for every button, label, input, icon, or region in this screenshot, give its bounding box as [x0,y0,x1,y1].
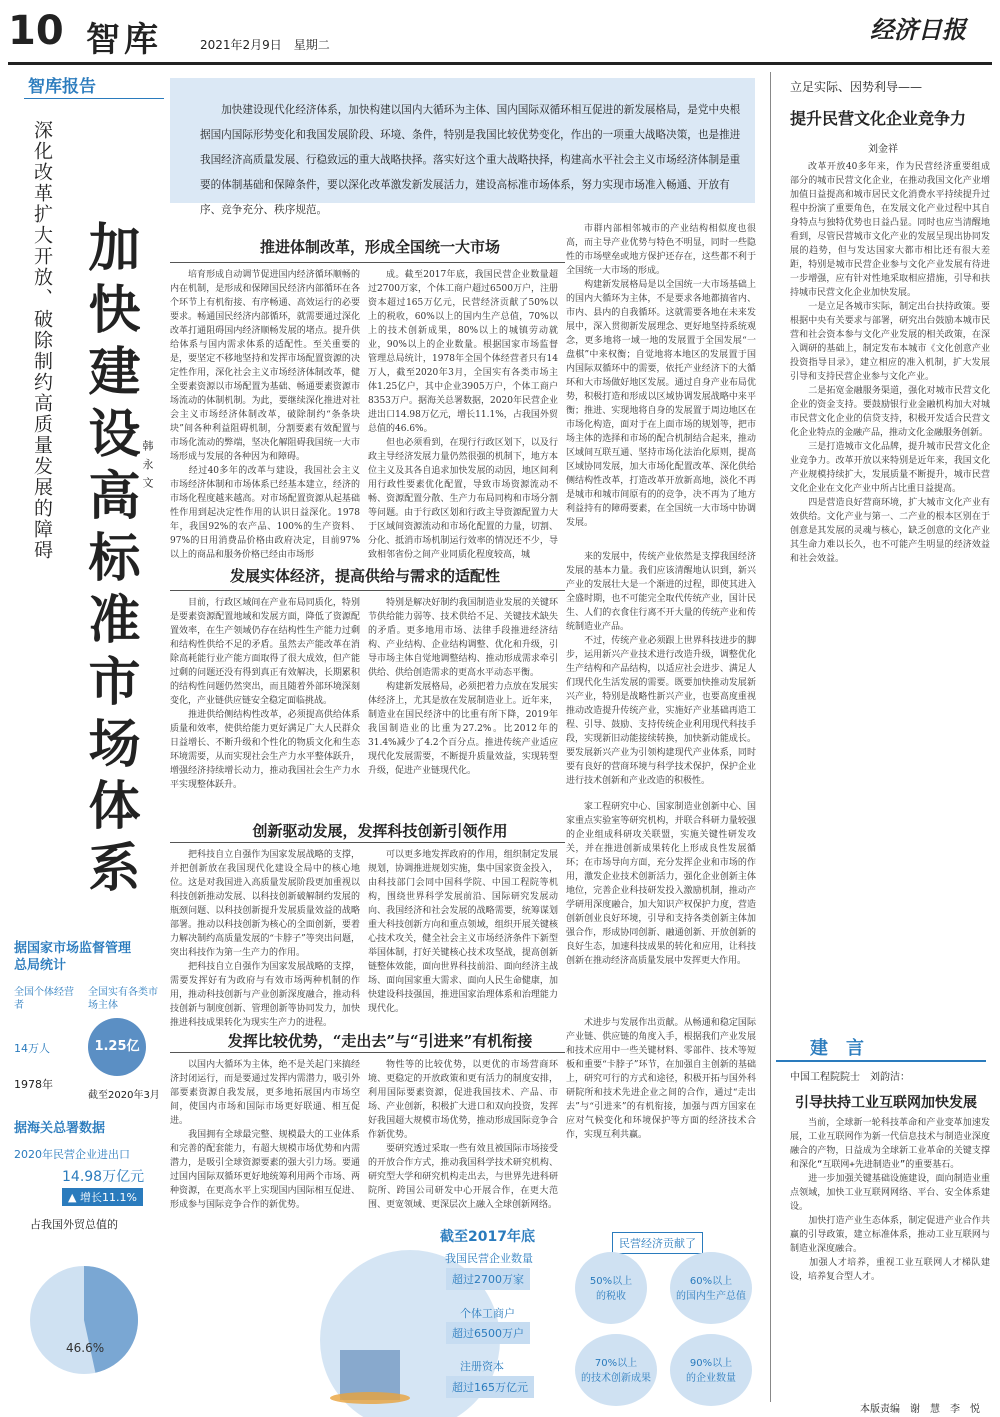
article-column: 以国内大循环为主体，绝不是关起门来搞经济封闭运行，而是要通过发挥内需潜力，吸引外部要素资源自我发展，更多地拓展国内市场空间，使国内市场和国际市场更好联通、相互促进。 我国拥有全球最完整、规模最大的工业体系和完善的配套能力，有超大规模市场优势和内需潜力，是吸引全球资源要素的强大引力场。要通过国内国际双循环更好地统筹利用两个市场、两种资源，在更高水平上实现国内国际相互促进、形成参与国际竞争合作的新优势。 [170,1060,360,1210]
stat-value-badge: 1.25亿户 [88,1018,146,1076]
contrib-title: 民营经济贡献了 [612,1232,703,1254]
info-item-value: 超过6500万户 [446,1322,530,1344]
section-title: 推进体制改革，形成全国统一大市场 [259,238,500,256]
infographic-headline: 截至2017年底 [440,1229,535,1245]
section-title: 创新驱动发展，发挥科技创新引领作用 [252,822,508,840]
jianyan-body: 当前，全球新一轮科技革命和产业变革加速发展，工业互联网作为新一代信息技术与制造业深度融合的产物，日益成为全球新工业革命的关键支撑和深化“互联网+先进制造业”的重要基石。 进一步加强关键基础设施建设，面向制造业重点领域，加快工业互联网网络、平台、安全体系建设。 加快打造产业生态体系，制定促进产业合作共赢的引导政策，建立标准体系，推动工业互联网与制造业深度融合。 加强人才培养，重视工业互联网人才梯队建设，培养复合型人才。 [790,1118,990,1282]
growth-value: 增长11.1% [79,1191,137,1204]
article-column: 家工程研究中心、国家制造业创新中心、国家重点实验室等研究机构，并联合科研力量较强的企业组成科研攻关联盟，实施关键性研发攻关，并在推进创新成果转化上形成良性发展循环；在市场导向方面，充分发挥企业和市场的作用，激发企业技术创新活力，强化企业创新主体地位，完善企业科技研发投入激励机制，推动产学研用深度融合，加大知识产权保护力度，营造创新创业良好环境，引导和支持各类创新主体加强合作，形成协同创新、融通创新、开放创新的良好生态，加速科技成果的转化和应用，让科技创新在推动经济高质量发展中发挥更大作用。 [566,802,756,966]
stat-label: 全国实有各类市场主体 [88,987,158,1011]
page-editors: 本版责编 谢 慧 李 悦 [860,1404,980,1415]
contrib-value: 50%以上 [589,1276,633,1287]
contrib-value: 70%以上 [594,1358,638,1369]
info-item-label: 注册资本 [460,1360,504,1373]
stats-source-title: 据海关总署数据 [14,1121,106,1136]
share-label: 占我国外贸总值的 [30,1218,118,1231]
contrib-circle [670,1334,752,1406]
trade-share-pie-chart [24,1260,144,1380]
report-tag: 智库报告 [28,77,96,97]
article-column: 物性等的比较优势，以更优的市场营商环境、更稳定的开放政策和更有活力的制度安排，利用国际要素资源，促进我国技术、产品、市场、产业创新，积极扩大进口和双向投资，发挥好我国超大规模市场优势，推动形成国际竞争合作新优势。 要研究透过采取一些有效且被国际市场接受的开放合作方式，推动我国科学技术研究机构、研究型大学和研究机构走出去，与世界先进科研院所、跨国公司研发中心开展合作，在更大范围、更宽领域、更深层次上融入全球创新网络。 [368,1060,558,1210]
right-article-kicker: 立足实际、因势利导—— [790,80,923,94]
section-title: 发挥比较优势，“走出去”与“引进来”有机衔接 [227,1032,533,1050]
contrib-circle [670,1252,752,1324]
report-tag-underline [24,98,164,99]
masthead-logo: 经济日报 [870,15,966,44]
article-subtitle: 深化改革扩大开放、破除制约高质量发展的障碍 [31,120,53,561]
section-rule [170,590,565,591]
contrib-circle [575,1252,647,1324]
section-rule [170,1052,565,1053]
contrib-value: 60%以上 [689,1276,733,1287]
article-author: 韩 永 文 [141,440,154,490]
article-column: 术进步与发展作出贡献。从畅通和稳定国际产业链、供应链的角度入手，根据我们产业发展和技术应用中一些关键材料、零部件、技术等短板和重要“卡脖子”环节，在加强自主创新的基础上，研究可行的方式和途径，积极开拓与国外科研院所和技术先进企业之间的合作，通过“走出去”与“引进来”的有机衔接，加强与西方国家在应对气候变化和环境保护等方面的经济技术合作，实现互利共赢。 [566,1018,756,1140]
pie-slice-share [84,1266,138,1373]
contrib-label: 的企业数量 [686,1373,736,1384]
stats-source-title: 据国家市场监督管理总局统计 [14,941,132,973]
jianyan-rule [776,1060,986,1062]
contrib-label: 的税收 [596,1291,626,1302]
info-item-label: 我国民营企业数量 [445,1252,533,1265]
issue-date: 2021年2月9日 星期二 [200,38,330,52]
jianyan-title: 引导扶持工业互联网加快发展 [795,1095,977,1111]
stat-label: 全国个体经营者 [14,987,74,1011]
right-article-body: 改革开放40多年来，作为民营经济重要组成部分的城市民营文化企业，在推动我国文化产业增加值日益提高和城市居民文化消费水平持续提升过程中扮演了重要角色，在发展文化产业过程中其自身特点与独特优势也日益凸显。同时也应当清醒地看到，尽管民营城市文化产业的发展呈现出协同发展的趋势，但与发达国家大都市相比还有很大差距，特别是城市民营企业参与文化产业发展有待进一步增强，应有针对性地采取相应措施，引导和扶持城市民营文化企业加快发展。 一是立足各城市实际，制定出台扶持政策。要根据中央有关要求与部署，研究出台鼓励本城市民营和社会资本参与文化产业发展的相关政策，在深入调研的基础上，制定发布本城市《文化创意产业投资指导目录》，建立相应的准入机制，扩大发展引导和支持民营企业参与文化产业。 二是拓宽金融服务渠道，强化对城市民营文化企业的资金支持。要鼓励银行业金融机构加大对城市民营文化企业的信贷支持，积极开发适合民营文化企业特点的金融产品，推动文化金融服务创新。 三是打造城市文化品牌，提升城市民营文化企业竞争力。改革开放以来特别是近年来，我国文化产业规模持续扩大，发展质量不断提升，城市民营文化企业在文化产业中所占比重日益提高。 四是营造良好营商环境，扩大城市文化产业有效供给。文化产业与第一、二产业的根本区别在于创意是其发展的灵魂与核心，缺乏创意的文化产业其生命力难以长久，也不可能产生明显的经济效益和社会效益。 [790,162,990,564]
contrib-value: 90%以上 [689,1358,733,1369]
article-column: 市群内部相邻城市的产业结构相似度也很高，而主导产业优势与特色不明显，同时一些隐性的市场壁垒或地方保护还存在，这些都不利于全国统一大市场的形成。 构建新发展格局是以全国统一大市场基础上的国内大循环为主体，不是要求各地都搞省内、市内、县内的自我循环。这就需要各地在未来发展中，深入贯彻新发展理念、更好地坚持系统观念，更多地将一域一地的发展置于全国发展“一盘棋”中来权衡；自觉地将本地区的发展置于国内国际双循环中的需要，依托产业经济下的大循环和大市场做好地区发展。通过自身产业布局优势，积极打造和形成以区域协调发展战略中来平衡；推进、实现地将自身的发展置于周边地区在市场化构造，面对于在上面市场的规划等，把市场主体的选择和市场的配合机制结合起来，推动区域间互联互通、坚持市场化法治化原则，提高区域协同发展，加大市场化配置改革、深化供给侧结构性改革，打造改革开放新高地，淡化不再是城市和城市间原有的的竞争，决不再为了地方利益持有的障碍要素，在全国统一大市场中协调发展。 [566,224,756,528]
header-rule [8,62,992,65]
section-rule [170,842,565,843]
section-title: 发展实体经济，提高供给与需求的适配性 [229,567,500,585]
intro-text: 加快建设现代化经济体系，加快构建以国内大循环为主体、国内国际双循环相互促进的新发展格局，是党中央根据国内国际形势变化和我国发展阶段、环境、条件，特别是我国比较优势变化，作出的一项重大战略决策，也是推进我国经济高质量发展、行稳致远的重大战略抉择。落实好这个重大战略抉择，构建高水平社会主义市场经济体制是重要的体制基础和保障条件，要以深化改革激发新发展活力，建设高标准市场体系，努力实现市场准入畅通、开放有序、竞争充分、秩序规范。 [200,104,741,216]
article-column: 来的发展中，传统产业依然是支撑我国经济发展的基本力量。我们应该清醒地认识到，新兴产业的发展壮大是一个渐进的过程，即使其进入全盛时期，也不可能完全取代传统产业，国计民生、人们的衣食住行离不开大量的传统产业和传统制造业产品。 不过，传统产业必须跟上世界科技进步的脚步，运用新兴产业技术进行改造升级，调整优化生产结构和产品结构，以适应社会进步、满足人们现代化生活发展的需要。既要加快推动发展新兴产业，特别是战略性新兴产业，也要高度重视推动改造提升传统产业，实施好产业基础再造工程、引导、鼓励、支持传统企业利用现代科技手段，实现新旧动能接续转换，加快新动能成长。要发展新兴产业为引领构建现代产业体系，同时要有良好的营商环境与科学技术保护，保护企业进行技术创新和产业改造的积极性。 [566,552,756,786]
article-column: 培育形成自动调节促进国内经济循环顺畅的内在机制，是形成和保障国民经济内部循环在各个环节上有机衔接、有序畅通、高效运行的必要要求。畅通国民经济内部循环，就需要通过深化改革打通阻碍国内经济顺畅发展的堵点。提升供给体系与国内需求体系的适配性。至关重要的是，要坚定不移地坚持和发挥市场配置资源的决定性作用，深化社会主义市场经济体制改革，健全要素资源以市场配置为基础、畅通要素资源市场流动的体制机制。为此，要继续深化推进对社会主义市场经济体制改革，破除制约“条条块块”间各种利益阻碍机制，分割要素有效配置与市场化流动的弊端，坚决化解阻碍我国统一大市场形成与发展的各种因为和障碍。 经过40多年的改革与建设，我国社会主义市场经济体制和市场体系已经基本建立，经济的市场化程度越来越高。对市场配置资源从起基础性作用到起决定性作用的认识日益深化。1978年，我国92%的农产品、100%的生产资料、97%的日用消费品价格由政府决定，目前97%以上的商品和服务价格已经由市场形 [170,270,360,560]
page-number: 10 [8,8,64,54]
article-title: 加快建设高标准市场体系 [79,220,139,902]
contrib-label: 的国内生产总值 [676,1291,746,1302]
info-item-label: 个体工商户 [460,1307,515,1320]
trade-label: 2020年民营企业进出口 [14,1148,130,1161]
section-rule [170,262,565,263]
info-item-value: 超过2700万家 [446,1268,530,1290]
coin-icon [330,1392,410,1404]
right-article-title: 提升民营文化企业竞争力 [790,109,967,128]
article-column: 特别是解决好制约我国制造业发展的关键环节供给能力弱等、技术供给不足、关键技术缺失的矛盾。更多地用市场、法律手段推进经济结构、产业结构、企业结构调整、优化和升级，引导市场主体自觉地调整结构、推动形成需求牵引供给、供给创造需求的更高水平动态平衡。 构建新发展格局，必须把着力点放在发展实体经济上，尤其是放在发展制造业上。近年来，制造业在国民经济中的比重有所下降，2019年我国制造业的比重为27.2%。比2012年的31.4%减少了4.2个百分点。推进传统产业适应现代化发展需要，不断提升质量效益，实现转型升级，促进产业链现代化。 [368,598,558,776]
stat-year: 截至2020年3月 [88,1090,160,1101]
jianyan-column-label: 建 言 [810,1038,864,1059]
up-arrow-icon: ▲ [68,1191,77,1204]
trade-value: 14.98万亿元 [62,1169,145,1185]
growth-badge [62,1188,143,1206]
right-article-author: 刘金祥 [868,144,898,155]
jianyan-author: 中国工程院院士 刘韵洁： [790,1072,910,1083]
section-name: 智库 [86,20,162,60]
contrib-label: 的技术创新成果 [581,1373,651,1384]
stat-value: 14万人 [14,1042,50,1055]
pie-label: 46.6% [66,1341,105,1355]
info-item-value: 超过165万亿元 [446,1376,534,1398]
article-column: 目前，行政区域间在产业布局同质化，特别是要素资源配置地域和发展方面，降低了资源配置效率，在生产领域仍存在结构性生产能力过剩和结构性供给不足的矛盾。虽然去产能改革在消除高耗能行业产能方面取得了很大成效，但产能过剩的问题还没有得到真正有效解决，长期累积的结构性问题仍然突出，而且随着外部环境深刻变化，产业链供应链安全稳定面临挑战。 推进供给侧结构性改革，必须提高供给体系质量和效率，使供给能力更好满足广大人民群众日益增长、不断升级和个性化的物质文化和生态环境需要，从而实现社会生产力水平整体跃升，增强经济持续增长动力，推动我国社会生产力水平实现整体跃升。 [170,598,360,790]
column-divider [770,72,771,1402]
article-column: 把科技自立自强作为国家发展战略的支撑，并把创新放在我国现代化建设全局中的核心地位。这是对我国进入高质量发展阶段更加重视以科技创新推动发展、以科技创新破解制约发展的瓶颈问题、以科技创新提升发展质量效益的战略部署。推动以科技创新为核心的全面创新，要着力解决制约高质量发展的“卡脖子”等突出问题，突出科技作为第一生产力的作用。 把科技自立自强作为国家发展战略的支撑，需要发挥好有为政府与有效市场两种机制的作用，推动科技创新与产业创新深度融合，推动科技创新与制度创新、管理创新等协同发力，加快推进科技成果转化为现实生产力的进程。 [170,850,360,1028]
stat-year: 1978年 [14,1078,53,1091]
article-column: 成。截至2017年底，我国民营企业数量超过2700万家，个体工商户超过6500万户，注册资本超过165万亿元，民营经济贡献了50%以上的税收，60%以上的国内生产总值，70%以上的技术创新成果，80%以上的城镇劳动就业，90%以上的企业数量。根据国家市场监督管理总局统计，1978年全国个体经营者只有14万人，截至2020年3月，全国实有各类市场主体1.25亿户，其中企业3905万户，个体工商户8353万户。据海关总署数据，2020年民营企业进出口14.98万亿元，增长11.1%，占我国外贸总值的46.6%。 但也必须看到，在现行行政区划下，以及行政主导经济发展力量仍然很强的机制下，地方本位主义及其各自追求加快发展的动因，地区间利用行政性要素优化配置，导致市场资源流动不畅、资源配置分散、生产力布局同构和市场分割等问题。由于行政区划和行政主导资源配置力大于区域间资源流动和市场化配置的力量，切割、分化、抵消市场机制运行效率的情况还不少，导致相邻省份之间产业同质化程度较高，城 [368,270,558,560]
contrib-circle [575,1334,657,1406]
article-column: 可以更多地发挥政府的作用，组织制定发展规划，协调推进规划实施，集中国家资金投入，由科技部门会同中国科学院、中国工程院等机构，围绕世界科学发展前沿、国际研究发展动向、我国经济和社会发展的战略需要，统筹谋划重大科技创新方向和重点领域，组织开展关键核心技术攻关，健全社会主义市场经济条件下新型举国体制，打好关键核心技术攻坚战，提高创新链整体效能，面向世界科技前沿、面向经济主战场、面向国家重大需求、面向人民生命健康，加快建设科技强国，推进国家治理体系和治理能力现代化。 [368,850,558,1014]
